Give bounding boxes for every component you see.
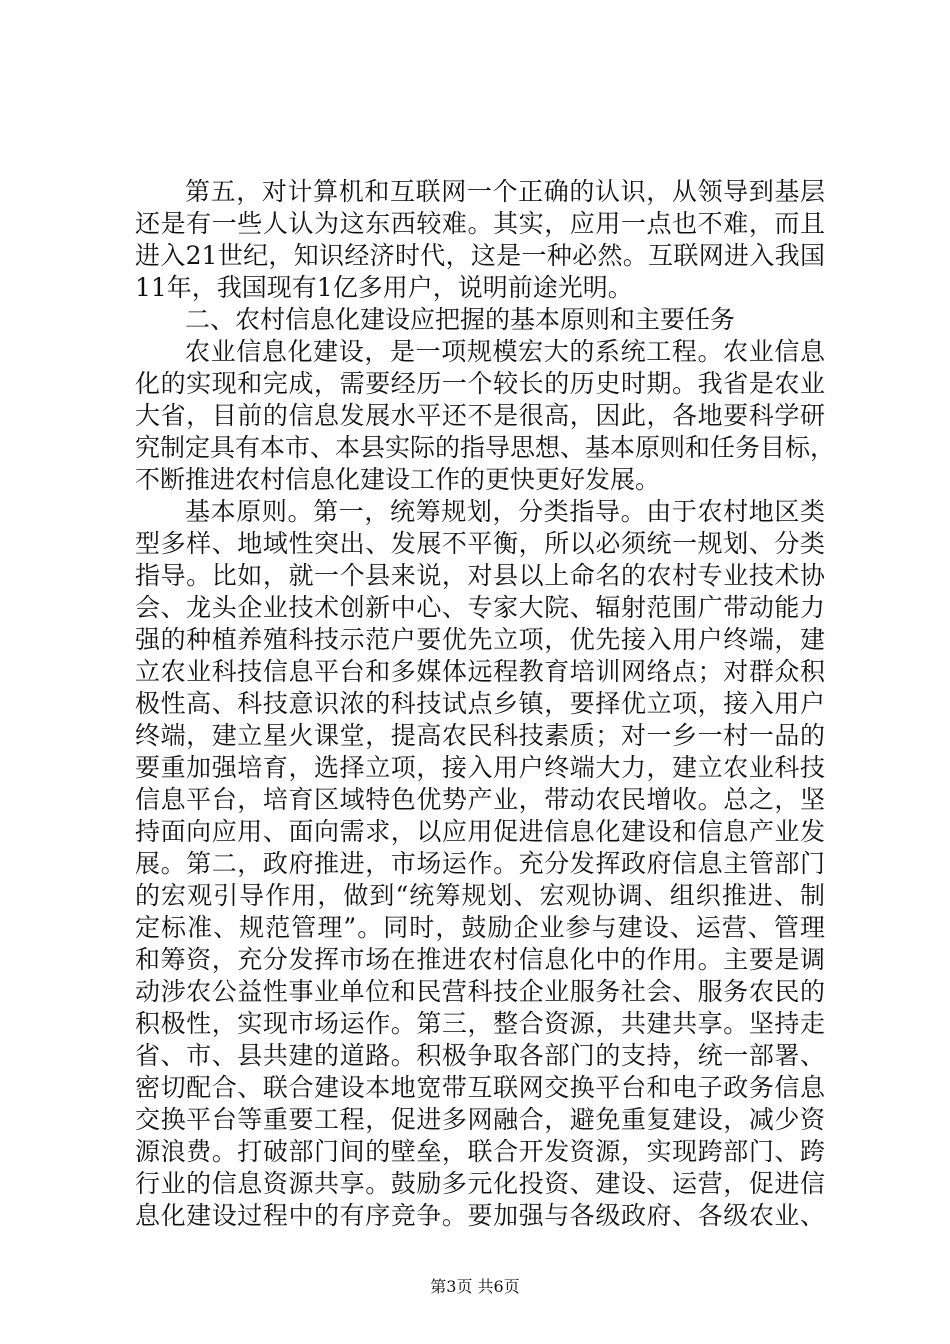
page-footer: 第3页 共6页 — [430, 1277, 520, 1296]
text-line: 农业信息化建设，是一项规模宏大的系统工程。农业信息 — [185, 337, 825, 366]
text-line: 展。第二，政府推进，市场运作。充分发挥政府信息主管部门 — [135, 849, 825, 878]
text-line: 第五，对计算机和互联网一个正确的认识，从领导到基层 — [185, 177, 825, 206]
text-line: 会、龙头企业技术创新中心、专家大院、辐射范围广带动能力 — [135, 593, 825, 622]
text-line: 要重加强培育，选择立项，接入用户终端大力，建立农业科技 — [135, 753, 825, 782]
text-line: 不断推进农村信息化建设工作的更快更好发展。 — [135, 465, 661, 494]
text-line: 信息平台，培育区域特色优势产业，带动农民增收。总之，坚 — [135, 785, 825, 814]
text-line: 二、农村信息化建设应把握的基本原则和主要任务 — [185, 305, 736, 334]
text-line: 究制定具有本市、本县实际的指导思想、基本原则和任务目标， — [135, 433, 836, 462]
text-line: 交换平台等重要工程，促进多网融合，避免重复建设，减少资 — [135, 1105, 825, 1134]
text-line: 持面向应用、面向需求，以应用促进信息化建设和信息产业发 — [135, 817, 825, 846]
body-text — [135, 176, 836, 1232]
text-line: 11年，我国现有1亿多用户，说明前途光明。 — [135, 273, 633, 302]
text-line: 动涉农公益性事业单位和民营科技企业服务社会、服务农民的 — [135, 977, 825, 1006]
text-line: 源浪费。打破部门间的壁垒，联合开发资源，实现跨部门、跨 — [135, 1137, 825, 1166]
text-line: 强的种植养殖科技示范户要优先立项，优先接入用户终端，建 — [135, 625, 825, 654]
text-line: 指导。比如，就一个县来说，对县以上命名的农村专业技术协 — [135, 561, 825, 590]
text-line: 极性高、科技意识浓的科技试点乡镇，要择优立项，接入用户 — [135, 689, 825, 718]
text-line: 行业的信息资源共享。鼓励多元化投资、建设、运营，促进信 — [135, 1169, 825, 1198]
text-line: 终端，建立星火课堂，提高农民科技素质；对一乡一村一品的 — [135, 721, 825, 750]
text-line: 立农业科技信息平台和多媒体远程教育培训网络点；对群众积 — [135, 657, 825, 686]
text-line: 省、市、县共建的道路。积极争取各部门的支持，统一部署、 — [135, 1041, 825, 1070]
text-line: 密切配合、联合建设本地宽带互联网交换平台和电子政务信息 — [135, 1073, 825, 1102]
text-line: 进入21世纪，知识经济时代，这是一种必然。互联网进入我国 — [135, 241, 825, 270]
text-line: 化的实现和完成，需要经历一个较长的历史时期。我省是农业 — [135, 369, 825, 398]
text-line: 积极性，实现市场运作。第三，整合资源，共建共享。坚持走 — [135, 1009, 825, 1038]
text-line: 和筹资，充分发挥市场在推进农村信息化中的作用。主要是调 — [135, 945, 825, 974]
text-line: 大省，目前的信息发展水平还不是很高，因此，各地要科学研 — [135, 401, 825, 430]
text-line: 定标准、规范管理”。同时，鼓励企业参与建设、运营、管理 — [135, 913, 825, 942]
text-line: 型多样、地域性突出、发展不平衡，所以必须统一规划、分类 — [135, 529, 825, 558]
text-line: 的宏观引导作用，做到“统筹规划、宏观协调、组织推进、制 — [135, 881, 825, 910]
text-line: 还是有一些人认为这东西较难。其实，应用一点也不难，而且 — [135, 209, 825, 238]
text-line: 基本原则。第一，统筹规划，分类指导。由于农村地区类 — [185, 497, 825, 526]
text-line: 息化建设过程中的有序竞争。要加强与各级政府、各级农业、 — [135, 1201, 825, 1230]
